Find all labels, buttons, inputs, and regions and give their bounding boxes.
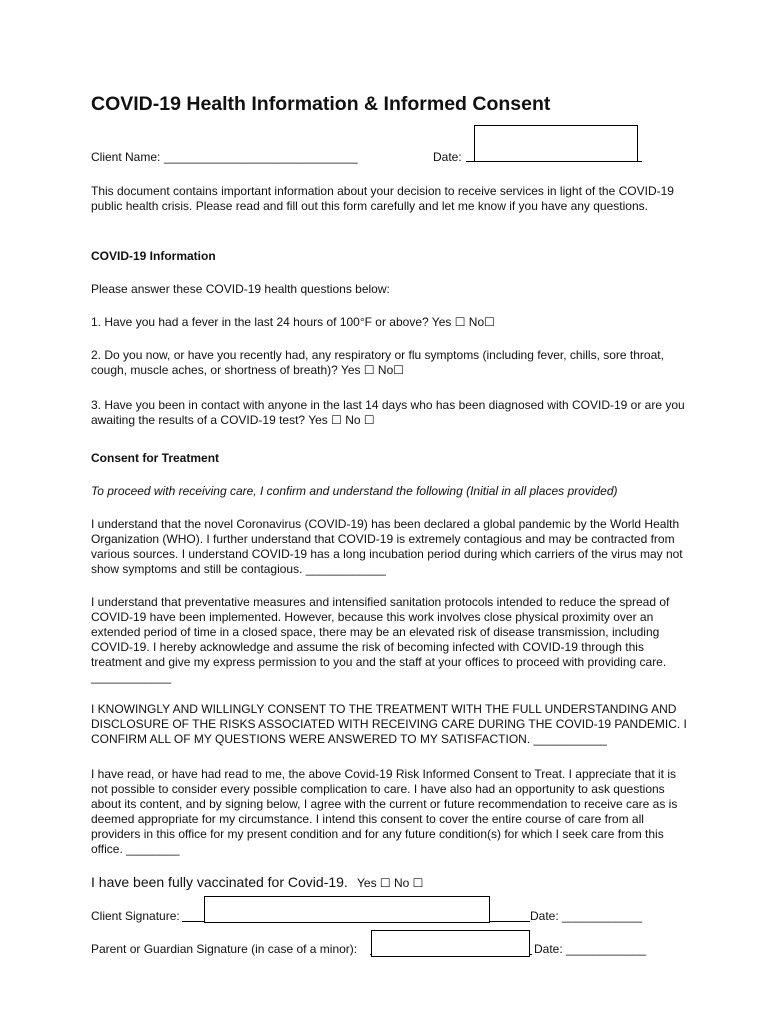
covid-info-heading: COVID-19 Information (91, 249, 216, 263)
vaccination-options[interactable]: Yes ☐ No ☐ (357, 876, 424, 890)
consent-heading: Consent for Treatment (91, 451, 220, 465)
date-field[interactable] (474, 125, 638, 162)
intro-paragraph: This document contains important information about your decision to receive services in light of the COVID-19 public health crisis. Please read and fill out this form carefully and let me know if you have any questions. (91, 184, 674, 213)
covid-info-prompt: Please answer these COVID-19 health questions below: (91, 282, 390, 296)
question-3[interactable]: 3. Have you been in contact with anyone in the last 14 days who has been diagnosed with COVID-19 or are you awaiting the results of a COVID-19 test? Yes ☐ No ☐ (91, 398, 685, 427)
page-title: COVID-19 Health Information & Informed Consent (91, 93, 551, 115)
vaccination-label: I have been fully vaccinated for Covid-19. (91, 874, 348, 890)
consent-paragraph-1: I understand that the novel Coronavirus (COVID-19) has been declared a global pandemic by the World Health Organization (WHO). I further understand that COVID-19 is extremely contagious and may be contracted from various sources. I understand COVID-19 has a long incubation period during which carriers of the virus may not show symptoms and still be contagious. ____________ (91, 517, 683, 576)
date-label: Date: (433, 150, 462, 164)
client-signature-field[interactable] (204, 896, 490, 923)
client-name-blank: _____________________________ (164, 150, 358, 164)
consent-paragraph-4: I have read, or have had read to me, the above Covid-19 Risk Informed Consent to Treat. I appreciate that it is not possible to consider every possible complication to care. I have also had an opportunity to ask questions about its content, and by signing below, I agree with the current or future recommendation to receive care as is deemed appropriate for my circumstance. I intend this consent to cover the entire course of care from all providers in this office for my present condition and for any future condition(s) for which I seek care from this office. ________ (91, 767, 678, 856)
question-2[interactable]: 2. Do you now, or have you recently had, any respiratory or flu symptoms (including fever, chills, sore throat, cough, muscle aches, or shortness of breath)? Yes ☐ No☐ (91, 348, 664, 377)
consent-instruction: To proceed with receiving care, I confirm and understand the following (Initial in all places provided) (91, 484, 618, 498)
guardian-signature-label: Parent or Guardian Signature (in case of a minor): (91, 942, 358, 956)
client-signature-label: Client Signature: (91, 909, 180, 923)
client-name-label: Client Name: (91, 150, 161, 164)
guardian-signature-date[interactable]: Date: ____________ (534, 942, 647, 956)
consent-paragraph-2: I understand that preventative measures and intensified sanitation protocols intended to reduce the spread of COVID-19 have been implemented. However, because this work involves close physical proximity over an extended period of time in a closed space, there may be an elevated risk of disease transmission, including COVID-19. I hereby acknowledge and assume the risk of becoming infected with COVID-19 through this treatment and give my express permission to you and the staff at your offices to proceed with providing care. ____________ (91, 595, 670, 684)
guardian-signature-field[interactable] (371, 930, 530, 957)
consent-paragraph-3: I KNOWINGLY AND WILLINGLY CONSENT TO THE TREATMENT WITH THE FULL UNDERSTANDING AND DISCLOSURE OF THE RISKS ASSOCIATED WITH RECEIVING CARE DURING THE COVID-19 PANDEMIC. I CONFIRM ALL OF MY QUESTIONS WERE ANSWERED TO MY SATISFACTION. ___________ (91, 702, 687, 746)
question-1[interactable]: 1. Have you had a fever in the last 24 hours of 100°F or above? Yes ☐ No☐ (91, 315, 495, 329)
client-signature-date[interactable]: Date: ____________ (530, 909, 643, 923)
